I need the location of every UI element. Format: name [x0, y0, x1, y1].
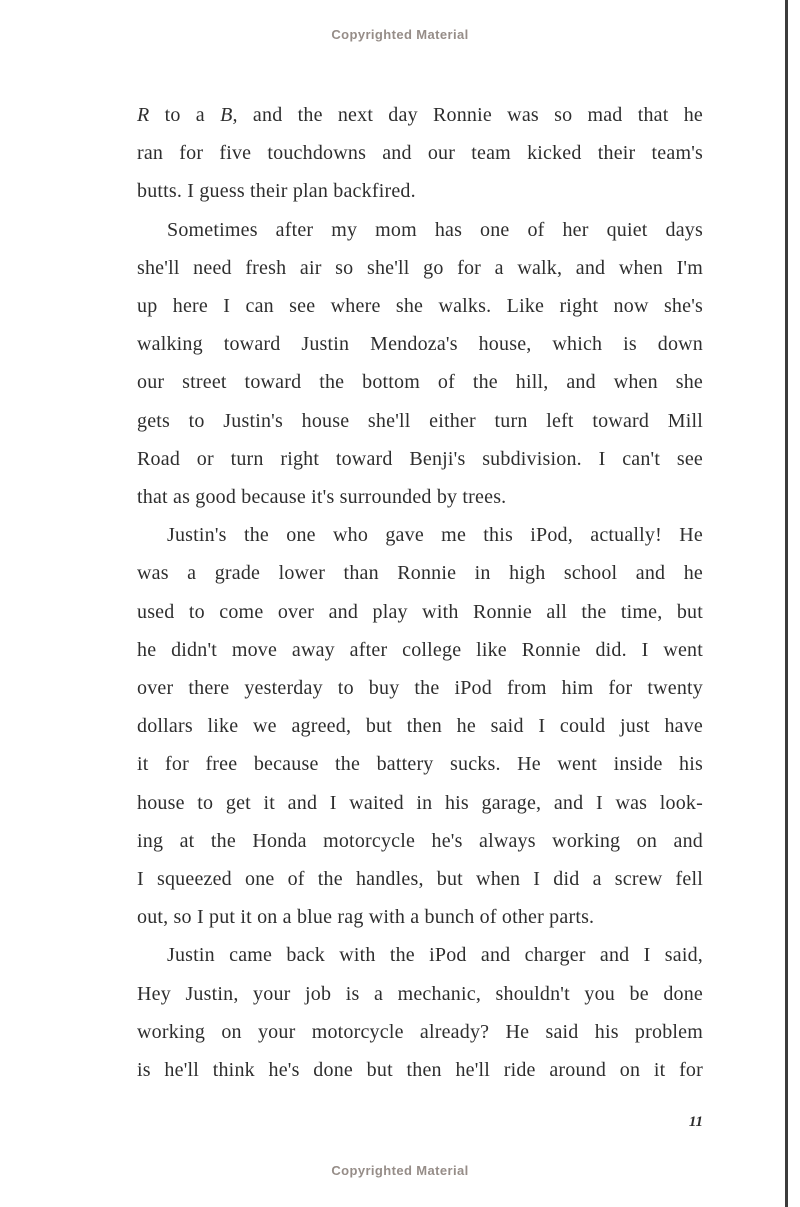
text-line: gets to Justin's house she'll either turn left toward Mill — [137, 409, 703, 432]
text-line: Hey Justin, your job is a mechanic, shouldn't you be done — [137, 982, 703, 1005]
text-segment: to a — [149, 104, 221, 126]
text-line: walking toward Justin Mendoza's house, which is down — [137, 333, 703, 356]
text-line: is he'll think he's done but then he'll ride around on it for — [137, 1059, 703, 1082]
page-number: 11 — [688, 1114, 703, 1130]
text-line: over there yesterday to buy the iPod from him for twenty — [137, 677, 703, 700]
text-line: Sometimes after my mom has one of her quiet days — [167, 218, 703, 241]
text-line: working on your motorcycle already? He said his problem — [137, 1020, 703, 1043]
paragraph — [137, 936, 703, 1089]
text-line: it for free because the battery sucks. He went inside his — [137, 753, 703, 776]
text-line: house to get it and I waited in his garage, and I was look- — [137, 791, 703, 814]
text-block — [137, 96, 703, 1089]
copyright-notice-bottom: Copyrighted Material — [331, 1163, 469, 1178]
text-line: she'll need fresh air so she'll go for a walk, and when I'm — [137, 256, 703, 279]
text-line — [137, 96, 703, 134]
text-line: that as good because it's surrounded by trees. — [137, 486, 507, 509]
italic-text: R — [137, 104, 150, 126]
text-line: up here I can see where she walks. Like right now she's — [137, 295, 703, 318]
text-line: was a grade lower than Ronnie in high school and he — [137, 562, 703, 585]
italic-text: B, — [220, 104, 238, 126]
text-line: ran for five touchdowns and our team kicked their team's — [137, 142, 703, 165]
paragraph — [137, 96, 703, 211]
text-line: he didn't move away after college like Ronnie did. I went — [137, 638, 703, 661]
text-line: dollars like we agreed, but then he said I could just have — [137, 715, 703, 738]
text-line: Justin came back with the iPod and charger and I said, — [167, 944, 703, 967]
text-line: ing at the Honda motorcycle he's always working on and — [137, 829, 703, 852]
page-edge-line — [785, 0, 788, 1207]
paragraph — [137, 211, 703, 517]
paragraph — [137, 516, 703, 936]
text-line: out, so I put it on a blue rag with a bunch of other parts. — [137, 906, 595, 929]
text-line: our street toward the bottom of the hill, and when she — [137, 371, 703, 394]
text-line: Road or turn right toward Benji's subdivision. I can't see — [137, 447, 703, 470]
text-line: butts. I guess their plan backfired. — [137, 180, 416, 203]
text-line: I squeezed one of the handles, but when I did a screw fell — [137, 868, 703, 891]
text-line: Justin's the one who gave me this iPod, actually! He — [167, 524, 703, 547]
text-segment: and the next day Ronnie was so mad that he — [237, 104, 703, 126]
text-line: used to come over and play with Ronnie all the time, but — [137, 600, 703, 623]
copyright-notice-top: Copyrighted Material — [331, 27, 469, 42]
